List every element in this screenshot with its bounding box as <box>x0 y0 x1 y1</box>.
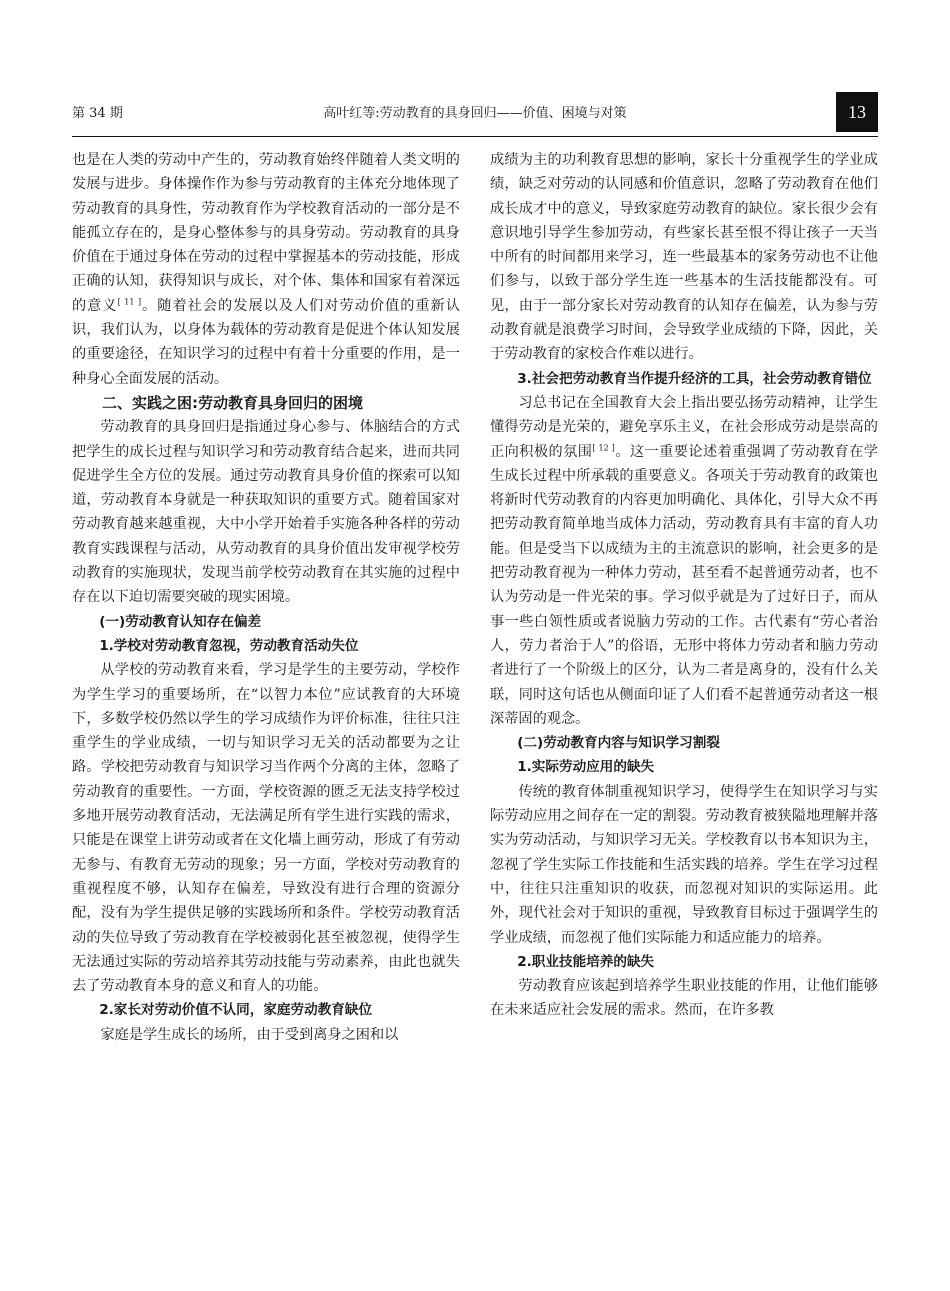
paragraph-text: 也是在人类的劳动中产生的，劳动教育始终伴随着人类文明的发展与进步。身体操作作为参与劳动教育的主体充分地体现了劳动教育的具身性，劳动教育作为学校教育活动的一部分是不能孤立存在的，是身心整体参与的具身劳动。劳动教育的具身价值在于通过身体在劳动的过程中掌握基本的劳动技能，形成正确的认知，获得知识与成长，对个体、集体和国家有着深远的意义 <box>72 152 460 314</box>
running-title: 高叶红等:劳动教育的具身回归——价值、困境与对策 <box>323 106 627 121</box>
subsubsection-heading: 2.家长对劳动价值不认同，家庭劳动教育缺位 <box>99 1002 373 1019</box>
paragraph-text: 习总书记在全国教育大会上指出要弘扬劳动精神，让学生懂得劳动是光荣的，避免享乐主义，在社会形成劳动是崇高的正向积极的氛围 <box>490 394 878 460</box>
subsubsection-heading: 1.学校对劳动教育忽视，劳动教育活动失位 <box>99 637 359 654</box>
subsection-heading: (一)劳动教育认知存在偏差 <box>99 613 262 630</box>
subsubsection-heading: 1.实际劳动应用的缺失 <box>517 759 655 776</box>
running-header <box>72 92 878 132</box>
citation: [ 11 ] <box>117 297 142 307</box>
section-heading: 二、实践之困:劳动教育具身回归的困境 <box>102 393 364 412</box>
subsubsection-heading: 2.职业技能培养的缺失 <box>517 953 655 970</box>
header-rule <box>72 136 878 137</box>
citation: [ 12 ] <box>592 442 615 452</box>
paragraph <box>72 148 460 391</box>
paragraph: 家庭是学生成长的场所，由于受到离身之困和以 <box>100 1026 399 1043</box>
paragraph: 成绩为主的功利教育思想的影响，家长十分重视学生的学业成绩，缺乏对劳动的认同感和价值意识，忽略了劳动教育在他们成长成才中的意义，导致家庭劳动教育的缺位。家长很少会有意识地引导学生参加劳动，有些家长甚至恨不得让孩子一天当中所有的时间都用来学习，连一些最基本的家务劳动也不让他们参与，以致于部分学生连一些基本的生活技能都没有。可见，由于一部分家长对劳动教育的认知存在偏差，认为参与劳动教育就是浪费学习时间，会导致学业成绩的下降，因此，关于劳动教育的家校合作难以进行。 <box>490 152 878 363</box>
paragraph: 从学校的劳动教育来看，学习是学生的主要劳动，学校作为学生学习的重要场所，在“以智力本位”应试教育的大环境下，多数学校仍然以学生的学习成绩作为评价标准，往往只注重学生的学业成绩，一切与知识学习无关的活动都要为之让路。学校把劳动教育与知识学习当作两个分离的主体，忽略了劳动教育的重要性。一方面，学校资源的匮乏无法支持学校过多地开展劳动教育活动，无法满足所有学生进行实践的需求，只能是在课堂上讲劳动或者在文化墙上画劳动，形成了有劳动无参与、有教育无劳动的现象；另一方面，学校对劳动教育的重视程度不够，认知存在偏差，导致没有进行合理的资源分配，没有为学生提供足够的实践场所和条件。学校劳动教育活动的失位导致了劳动教育在学校被弱化甚至被忽视，使得学生无法通过实际的劳动培养其劳动技能与劳动素养，由此也就失去了劳动教育本身的意义和育人的功能。 <box>72 662 460 995</box>
right-column <box>490 148 878 1023</box>
paragraph: 劳动教育应该起到培养学生职业技能的作用，让他们能够在未来适应社会发展的需求。然而，在许多教 <box>490 978 878 1019</box>
issue-number: 第 34 期 <box>72 106 123 121</box>
paragraph-text: 。随着社会的发展以及人们对劳动价值的重新认识，我们认为，以身体为载体的劳动教育是促进个体认知发展的重要途径，在知识学习的过程中有着十分重要的作用，是一种身心全面发展的活动。 <box>72 297 460 387</box>
paragraph-text: 。这一重要论述着重强调了劳动教育在学生成长过程中所承载的重要意义。各项关于劳动教育的政策也将新时代劳动教育的内容更加明确化、具体化，引导大众不再把劳动教育简单地当成体力活动，劳动教育具有丰富的育人功能。但是受当下以成绩为主的主流意识的影响，社会更多的是把劳动教育视为一种体力劳动，甚至看不起普通劳动者，也不认为劳动是一件光荣的事。学习似乎就是为了过好日子，而从事一些白领性质或者说脑力劳动的工作。古代素有“劳心者治人，劳力者治于人”的俗语，无形中将体力劳动者和脑力劳动者进行了一个阶级上的区分，认为二者是离身的，没有什么关联，同时这句话也从侧面印证了人们看不起普通劳动者这一根深蒂固的观念。 <box>490 443 878 727</box>
left-column <box>72 148 460 1047</box>
subsubsection-heading: 3.社会把劳动教育当作提升经济的工具，社会劳动教育错位 <box>517 370 872 387</box>
subsection-heading: (二)劳动教育内容与知识学习割裂 <box>517 735 720 752</box>
page-number: 13 <box>836 92 878 132</box>
paragraph <box>490 391 878 731</box>
paragraph: 传统的教育体制重视知识学习，使得学生在知识学习与实际劳动应用之间存在一定的割裂。劳动教育被狭隘地理解并落实为劳动活动，与知识学习无关。学校教育以书本知识为主，忽视了学生实际工作技能和生活实践的培养。学生在学习过程中，往往只注重知识的收获，而忽视对知识的实际运用。此外，现代社会对于知识的重视，导致教育目标过于强调学生的学业成绩，而忽视了他们实际能力和适应能力的培养。 <box>490 783 878 946</box>
paragraph: 劳动教育的具身回归是指通过身心参与、体脑结合的方式把学生的成长过程与知识学习和劳动教育结合起来，进而共同促进学生全方位的发展。通过劳动教育具身价值的探索可以知道，劳动教育本身就是一种获取知识的重要方式。随着国家对劳动教育越来越重视，大中小学开始着手实施各种各样的劳动教育实践课程与活动，从劳动教育的具身价值出发审视学校劳动教育的实施现状，发现当前学校劳动教育在其实施的过程中存在以下迫切需要突破的现实困境。 <box>72 419 460 606</box>
